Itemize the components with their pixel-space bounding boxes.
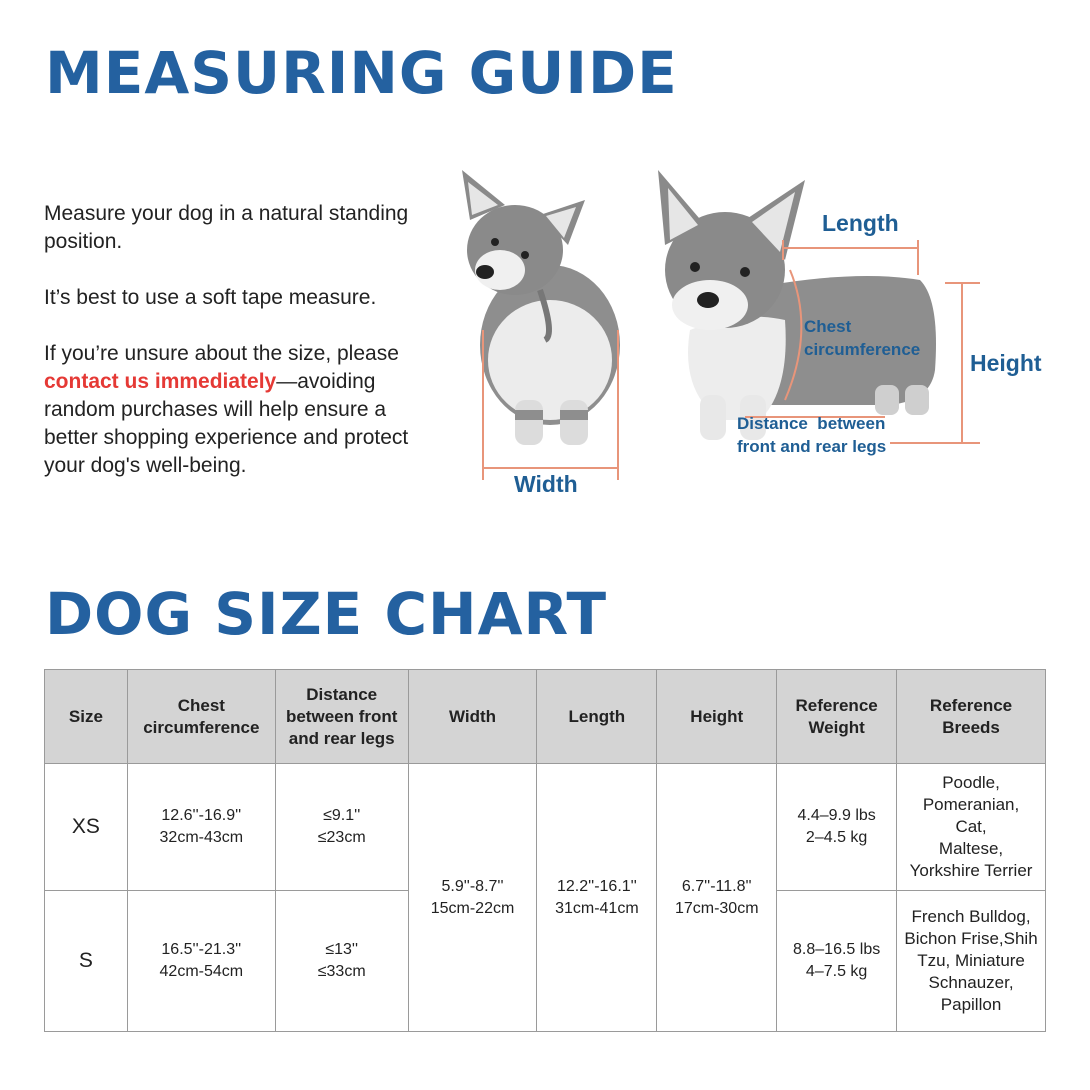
length-label: Length bbox=[822, 210, 899, 236]
cell-weight: 8.8–16.5 lbs 4–7.5 kg bbox=[777, 891, 897, 1032]
leg-distance-label bbox=[737, 412, 886, 458]
cell-weight: 4.4–9.9 lbs 2–4.5 kg bbox=[777, 764, 897, 891]
chest-circumference-label bbox=[804, 315, 920, 361]
table-header-row bbox=[45, 670, 1046, 764]
header-length: Length bbox=[537, 670, 657, 764]
measuring-instructions bbox=[44, 200, 434, 508]
header-height: Height bbox=[657, 670, 777, 764]
instruction-standing: Measure your dog in a natural standing position. bbox=[44, 202, 409, 253]
header-breeds: Reference Breeds bbox=[897, 670, 1046, 764]
cell-breeds: Poodle, Pomeranian, Cat, Maltese, Yorkshire Terrier bbox=[897, 764, 1046, 891]
chest-label-line2: circumference bbox=[804, 340, 921, 359]
cell-width: 5.9''-8.7'' 15cm-22cm bbox=[408, 764, 537, 1032]
instruction-contact bbox=[44, 340, 434, 480]
width-label: Width bbox=[514, 471, 578, 497]
header-chest: Chest circumference bbox=[127, 670, 275, 764]
measuring-guide-title: MEASURING GUIDE bbox=[45, 39, 678, 107]
header-weight: Reference Weight bbox=[777, 670, 897, 764]
dog-size-chart-title: DOG SIZE CHART bbox=[45, 580, 608, 648]
header-width: Width bbox=[408, 670, 537, 764]
size-chart-table bbox=[44, 669, 1046, 1032]
cell-distance: ≤9.1'' ≤23cm bbox=[275, 764, 408, 891]
cell-size: S bbox=[45, 891, 128, 1032]
instruction-contact-after: —avoiding random purchases will help ensure a better shopping experience and protect your dog's well-being. bbox=[44, 370, 409, 477]
cell-length: 12.2''-16.1'' 31cm-41cm bbox=[537, 764, 657, 1032]
distance-label-line1: Distance between bbox=[737, 414, 886, 433]
cell-breeds: French Bulldog, Bichon Frise,Shih Tzu, Miniature Schnauzer, Papillon bbox=[897, 891, 1046, 1032]
header-size: Size bbox=[45, 670, 128, 764]
table-row-xs bbox=[45, 764, 1046, 891]
contact-us-link[interactable]: contact us immediately bbox=[44, 370, 277, 393]
chest-label-line1: Chest bbox=[804, 317, 852, 336]
cell-height: 6.7''-11.8'' 17cm-30cm bbox=[657, 764, 777, 1032]
corgi-rear-view bbox=[462, 170, 620, 445]
cell-distance: ≤13'' ≤33cm bbox=[275, 891, 408, 1032]
cell-chest: 12.6''-16.9'' 32cm-43cm bbox=[127, 764, 275, 891]
height-label: Height bbox=[970, 350, 1042, 376]
cell-size: XS bbox=[45, 764, 128, 891]
dog-measurement-illustration bbox=[440, 160, 1080, 510]
header-distance: Distance between front and rear legs bbox=[275, 670, 408, 764]
distance-label-line2: front and rear legs bbox=[737, 437, 887, 456]
cell-chest: 16.5''-21.3'' 42cm-54cm bbox=[127, 891, 275, 1032]
instruction-tape: It’s best to use a soft tape measure. bbox=[44, 286, 377, 309]
instruction-contact-before: If you’re unsure about the size, please bbox=[44, 342, 399, 365]
